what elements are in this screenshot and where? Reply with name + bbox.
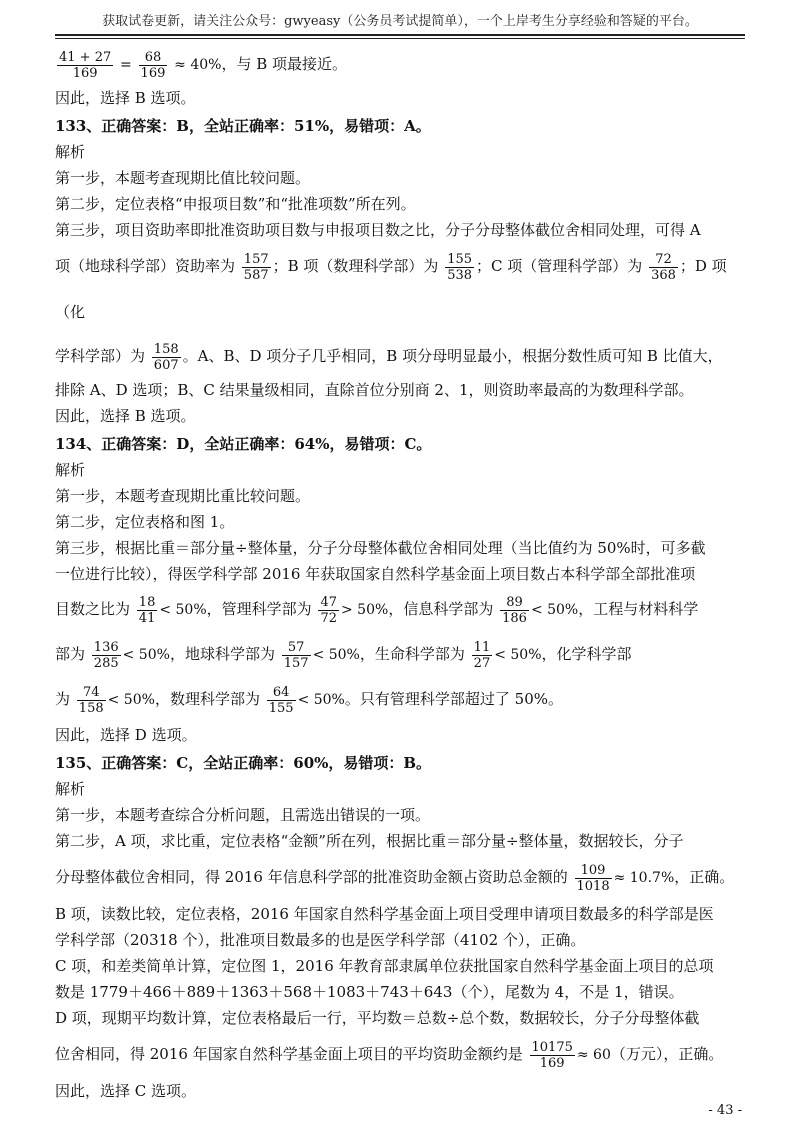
header-rule [55,34,745,36]
q133-step3-line3: 学科学部）为 $\frac{158}{607}$ 。A、B、D 项分子几乎相同，B 项分母明显最小，根据分数性质可知 B 比值大， [55,341,723,373]
q133-step2: 第二步，定位表格“申报项目数”和“批准项数”所在列。 [55,195,416,213]
q132-conclusion: 因此，选择 B 选项。 [55,89,196,107]
header-rule-thin [55,38,745,39]
fraction: $\frac{64}{155}$ [268,684,294,716]
q134-step3-line4: 部为 $\frac{136}{285}$ < 50%，地球科学部为 $\frac{57}{157}$ < 50%，生命科学部为 $\frac{11}{27}$ < 50%，化学科学部 [55,639,632,671]
q133-conclusion: 因此，选择 B 选项。 [55,407,196,425]
q133-step3-line2: 项（地球科学部）资助率为 $\frac{157}{587}$ ；B 项（数理科学部）为 $\frac{155}{538}$ ；C 项（管理科学部）为 $\frac{72}{368}$ ；D 项（化 [55,251,727,321]
fraction: $\frac{10175}{169}$ [531,1039,573,1071]
q134-conclusion: 因此，选择 D 选项。 [55,726,197,744]
fraction: $\frac{157}{587}$ [243,251,269,283]
q133-step3-line1: 第三步，项目资助率即批准资助项目数与申报项目数之比，分子分母整体截位舍相同处理，可得 A [55,221,701,239]
fraction: $\frac{74}{158}$ [78,684,104,716]
q135-analysis-label: 解析 [55,780,86,798]
fraction: $\frac{136}{285}$ [93,639,119,671]
q135-option-a-line1: 第二步，A 项，求比重，定位表格“金额”所在列，根据比重＝部分量÷整体量，数据较长，分子 [55,832,684,850]
fraction: $\frac{155}{538}$ [447,251,473,283]
q134-step1: 第一步，本题考查现期比重比较问题。 [55,487,311,505]
fraction: $\frac{72}{368}$ [651,251,676,283]
fraction: $\frac{41 + 27}{169}$ [59,49,112,81]
page-body [55,44,747,1104]
q134-step3-line3: 目数之比为 $\frac{18}{41}$ < 50%，管理科学部为 $\frac{47}{72}$ > 50%，信息科学部为 $\frac{89}{186}$ < 50%，工程与材料科学 [55,594,699,626]
fraction: $\frac{109}{1018}$ [576,862,610,894]
q135-option-b-line2: 学科学部（20318 个），批准项目数最多的也是医学科学部（4102 个），正确。 [55,931,586,949]
q135-option-a-line2: 分母整体截位舍相同，得 2016 年信息科学部的批准资助金额占资助总金额的 $\frac{109}{1018}$ ≈ 10.7%，正确。 [55,862,735,894]
q134-step3-line1: 第三步，根据比重＝部分量÷整体量，分子分母整体截位舍相同处理（当比值约为 50%时，可多截 [55,539,706,557]
q132-formula-line: $\frac{41 + 27}{169}$ = $\frac{68}{169}$ ≈ 40%，与 B 项最接近。 [59,49,348,81]
q135-option-c-line2: 数是 1779＋466＋889＋1363＋568＋1083＋743＋643（个），尾数为 4，不是 1，错误。 [55,983,684,1001]
page-header: 获取试卷更新，请关注公众号：gwyeasy（公务员考试提简单），一个上岸考生分享经验和答疑的平台。 [102,14,698,29]
fraction: $\frac{158}{607}$ [153,341,179,373]
q133-title: 133、正确答案：B，全站正确率：51%，易错项：A。 [55,117,431,135]
q134-title: 134、正确答案：D，全站正确率：64%，易错项：C。 [55,435,432,453]
page-number: - 43 - [708,1103,742,1118]
q133-analysis-label: 解析 [55,143,86,161]
q135-title: 135、正确答案：C，全站正确率：60%，易错项：B。 [55,754,432,772]
q134-step3-line2: 一位进行比较），得医学科学部 2016 年获取国家自然科学基金面上项目数占本科学部全部批准项 [55,565,696,583]
fraction: $\frac{57}{157}$ [283,639,309,671]
fraction: $\frac{47}{72}$ [320,594,337,626]
q133-step3-line4: 排除 A、D 选项；B、C 结果量级相同，直除首位分别商 2、1，则资助率最高的为数理科学部。 [55,381,694,399]
fraction: $\frac{89}{186}$ [502,594,527,626]
q135-step1: 第一步，本题考查综合分析问题，且需选出错误的一项。 [55,806,431,824]
q135-option-d-line1: D 项，现期平均数计算，定位表格最后一行，平均数＝总数÷总个数，数据较长，分子分母整体截 [55,1009,700,1027]
fraction: $\frac{18}{41}$ [138,594,156,626]
q135-option-d-line2: 位舍相同，得 2016 年国家自然科学基金面上项目的平均资助金额约是 $\frac{10175}{169}$ ≈ 60（万元），正确。 [55,1039,724,1071]
fraction: $\frac{11}{27}$ [473,639,491,671]
q135-option-c-line1: C 项，和差类简单计算，定位图 1，2016 年教育部隶属单位获批国家自然科学基金面上项目的总项 [55,957,714,975]
q135-option-b-line1: B 项，读数比较，定位表格，2016 年国家自然科学基金面上项目受理申请项目数最多的科学部是医 [55,905,714,923]
q134-step2: 第二步，定位表格和图 1。 [55,513,235,531]
q134-analysis-label: 解析 [55,461,86,479]
q133-step1: 第一步，本题考查现期比值比较问题。 [55,169,311,187]
q135-conclusion: 因此，选择 C 选项。 [55,1082,197,1100]
q134-step3-line5: 为 $\frac{74}{158}$ < 50%，数理科学部为 $\frac{64}{155}$ < 50%。只有管理科学部超过了 50%。 [55,684,563,716]
fraction: $\frac{68}{169}$ [140,49,166,81]
